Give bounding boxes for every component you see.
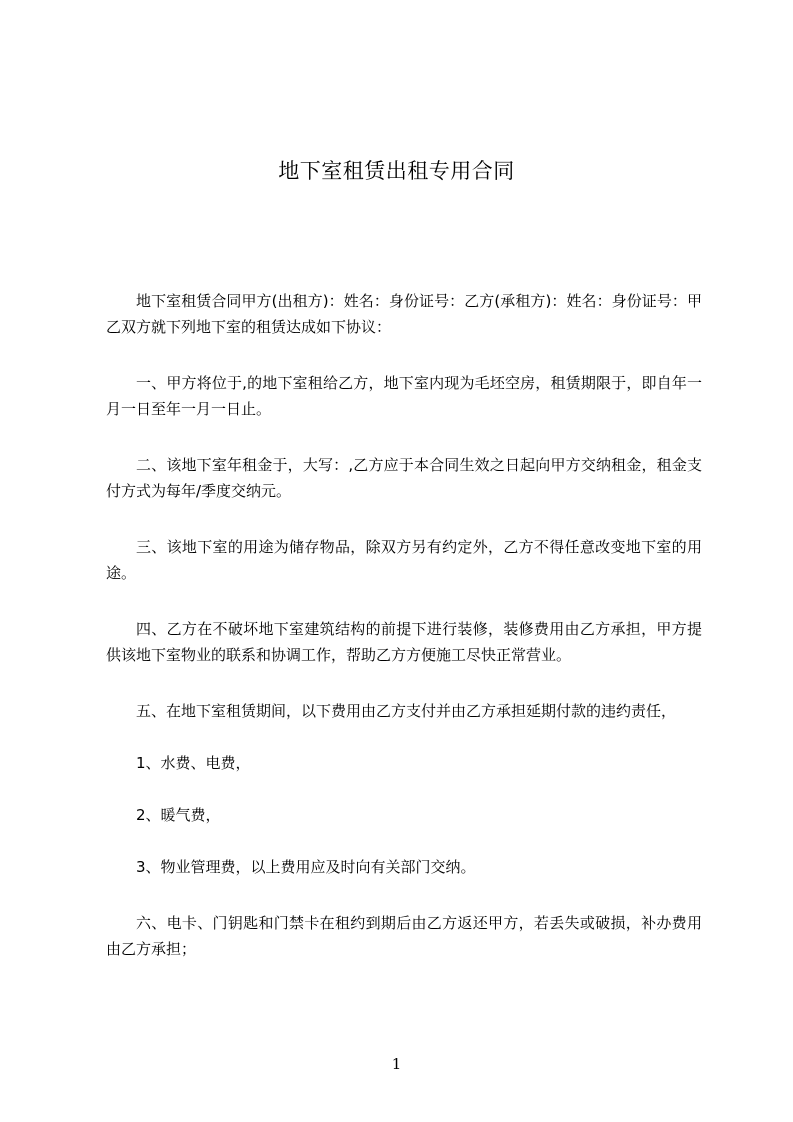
list-item-fee-3: 3、物业管理费，以上费用应及时向有关部门交纳。 <box>136 858 476 876</box>
paragraph-clause-6: 六、电卡、门钥匙和门禁卡在租约到期后由乙方返还甲方，若丢失或破损，补办费用由乙方承担； <box>106 914 702 958</box>
paragraph-clause-2: 二、该地下室年租金于，大写：,乙方应于本合同生效之日起向甲方交纳租金，租金支付方式为每年/季度交纳元。 <box>106 456 702 500</box>
page-number: 1 <box>391 1055 402 1073</box>
paragraph-clause-3: 三、该地下室的用途为储存物品，除双方另有约定外，乙方不得任意改变地下室的用途。 <box>106 538 702 582</box>
list-item-fee-2: 2、暖气费， <box>136 806 221 824</box>
paragraph-clause-1: 一、甲方将位于,的地下室租给乙方，地下室内现为毛坯空房，租赁期限于，即自年一月一日至年一月一日止。 <box>106 374 702 418</box>
paragraph-clause-4: 四、乙方在不破坏地下室建筑结构的前提下进行装修，装修费用由乙方承担，甲方提供该地下室物业的联系和协调工作，帮助乙方方便施工尽快正常营业。 <box>106 620 702 664</box>
list-item-fee-1: 1、水费、电费， <box>136 754 251 772</box>
contract-body <box>106 288 702 962</box>
paragraph-parties: 地下室租赁合同甲方(出租方)：姓名：身份证号：乙方(承租方)：姓名：身份证号：甲乙双方就下列地下室的租赁达成如下协议： <box>106 292 702 336</box>
document-title: 地下室租赁出租专用合同 <box>278 159 515 184</box>
paragraph-clause-5: 五、在地下室租赁期间，以下费用由乙方支付并由乙方承担延期付款的违约责任， <box>136 702 677 720</box>
